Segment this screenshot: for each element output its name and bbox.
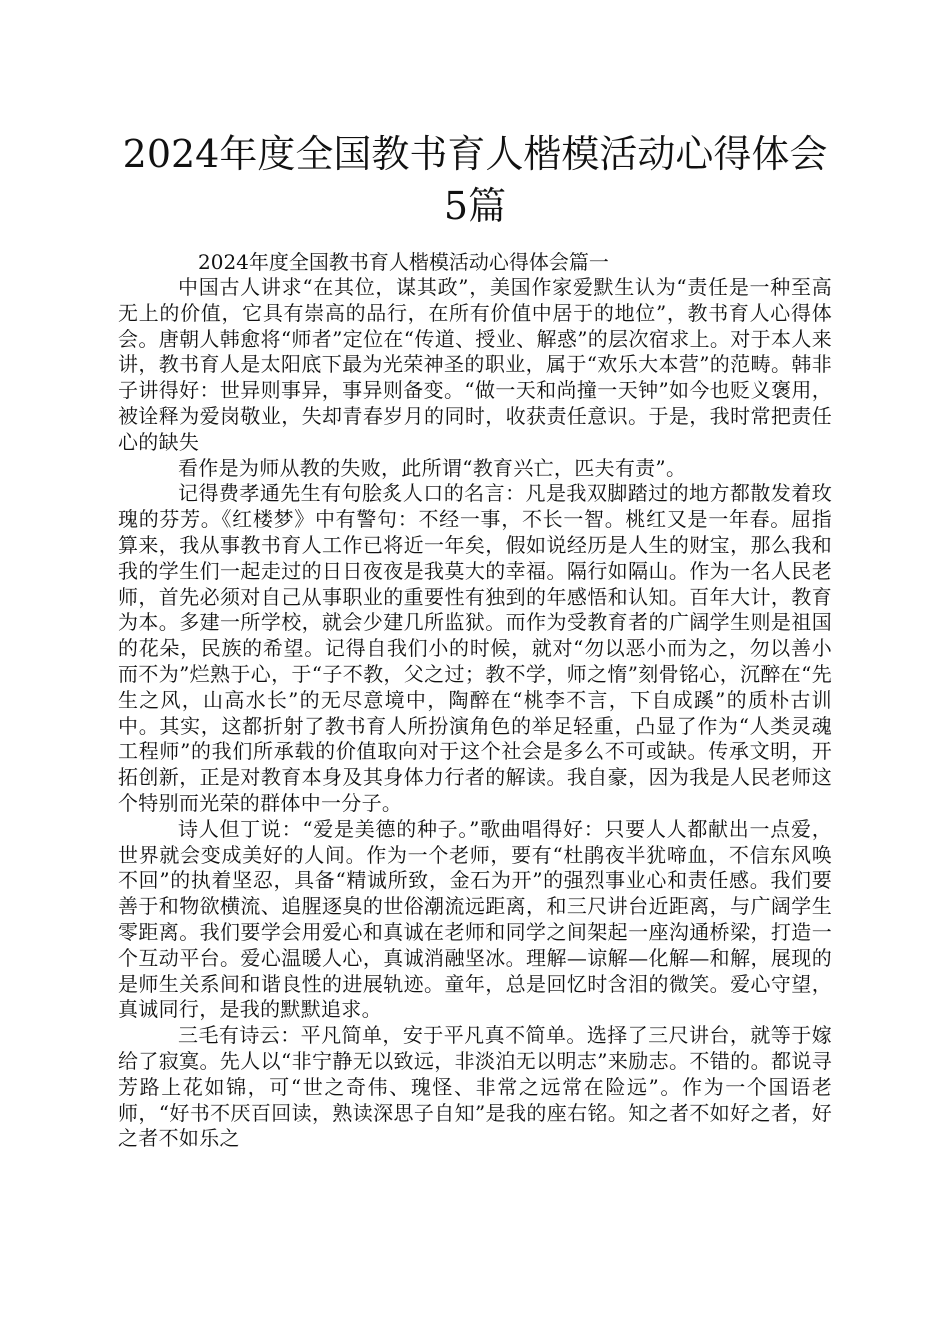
paragraph-1: 中国古人讲求“在其位，谋其政”，美国作家爱默生认为“责任是一种至高无上的价值，它具有崇高的品行，在所有价值中居于的地位”，教书育人心得体会。唐朝人韩愈将“师者”定位在“传道、授业、解惑”的层次宿求上。对于本人来讲，教书育人是太阳底下最为光荣神圣的职业，属于“欢乐大本营”的范畴。韩非子讲得好：世异则事异，事异则备变。“做一天和尚撞一天钟”如今也贬义褒用，被诠释为爱岗敬业，失却青春岁月的同时，收获责任意识。于是，我时常把责任心的缺失: [118, 275, 832, 454]
document-title: [118, 128, 832, 232]
title-line-1: 2024年度全国教书育人楷模活动心得体会: [122, 132, 828, 176]
paragraph-4: 诗人但丁说：“爱是美德的种子。”歌曲唱得好：只要人人都献出一点爱，世界就会变成美好的人间。作为一个老师，要有“杜鹃夜半犹啼血，不信东风唤不回”的执着坚忍，具备“精诚所致，金石为开”的强烈事业心和责任感。我们要善于和物欲横流、追腥逐臭的世俗潮流远距离，和三尺讲台近距离，与广阔学生零距离。我们要学会用爱心和真诚在老师和同学之间架起一座沟通桥梁，打造一个互动平台。爱心温暖人心，真诚消融坚冰。理解—谅解—化解—和解，展现的是师生关系间和谐良性的进展轨迹。童年，总是回忆时含泪的微笑。爱心守望，真诚同行，是我的默默追求。: [118, 816, 832, 1022]
title-line-2: 5篇: [443, 184, 507, 228]
section-heading: 2024年度全国教书育人楷模活动心得体会篇一: [198, 250, 609, 274]
paragraph-2: 看作是为师从教的失败，此所谓“教育兴亡，匹夫有责”。: [178, 455, 687, 480]
paragraph-3: 记得费孝通先生有句脍炙人口的名言：凡是我双脚踏过的地方都散发着玫瑰的芬芳。《红楼梦》中有警句：不经一事，不长一智。桃红又是一年春。屈指算来，我从事教书育人工作已将近一年矣，假如说经历是人生的财宝，那么我和我的学生们一起走过的日日夜夜是我莫大的幸福。隔行如隔山。作为一名人民老师，首先必须对自己从事职业的重要性有独到的年感悟和认知。百年大计，教育为本。多建一所学校，就会少建几所监狱。而作为受教育者的广阔学生则是祖国的花朵，民族的希望。记得自我们小的时候，就对“勿以恶小而为之，勿以善小而不为”烂熟于心，于“子不教，父之过；教不学，师之惰”刻骨铭心，沉醉在“先生之风，山高水长”的无尽意境中，陶醉在“桃李不言，下自成蹊”的质朴古训中。其实，这都折射了教书育人所扮演角色的举足轻重，凸显了作为“人类灵魂工程师”的我们所承载的价值取向对于这个社会是多么不可或缺。传承文明，开拓创新，正是对教育本身及其身体力行者的解读。我自豪，因为我是人民老师这个特别而光荣的群体中一分子。: [118, 481, 832, 815]
paragraph-5: 三毛有诗云：平凡简单，安于平凡真不简单。选择了三尺讲台，就等于嫁给了寂寞。先人以“非宁静无以致远，非淡泊无以明志”来励志。不错的。都说寻芳路上花如锦，可“世之奇伟、瑰怪、非常之远常在险远”。作为一个国语老师，“好书不厌百回读，熟读深思子自知”是我的座右铭。知之者不如好之者，好之者不如乐之: [118, 1023, 832, 1151]
